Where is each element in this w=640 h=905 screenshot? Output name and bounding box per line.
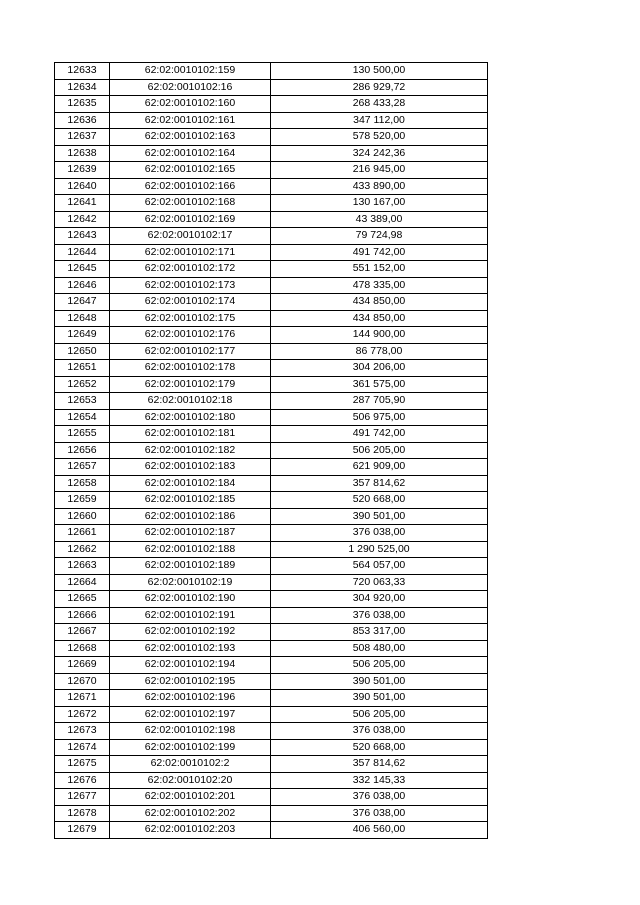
row-number-cell: 12653 [55,393,110,410]
table-row [55,244,488,261]
row-number-cell: 12639 [55,162,110,179]
row-number-cell: 12664 [55,574,110,591]
cadastral-number-cell: 62:02:0010102:177 [110,343,271,360]
cadastral-number-cell: 62:02:0010102:184 [110,475,271,492]
table-row [55,492,488,509]
cadastral-value-cell: 520 668,00 [271,739,488,756]
row-number-cell: 12652 [55,376,110,393]
row-number-cell: 12667 [55,624,110,641]
cadastral-number-cell: 62:02:0010102:180 [110,409,271,426]
cadastral-value-cell: 357 814,62 [271,475,488,492]
cadastral-number-cell: 62:02:0010102:176 [110,327,271,344]
row-number-cell: 12659 [55,492,110,509]
row-number-cell: 12657 [55,459,110,476]
cadastral-number-cell: 62:02:0010102:20 [110,772,271,789]
table-row [55,63,488,80]
table-row [55,294,488,311]
table-row [55,591,488,608]
cadastral-value-cell: 144 900,00 [271,327,488,344]
row-number-cell: 12675 [55,756,110,773]
cadastral-number-cell: 62:02:0010102:192 [110,624,271,641]
table-row [55,228,488,245]
cadastral-number-cell: 62:02:0010102:194 [110,657,271,674]
cadastral-value-cell: 286 929,72 [271,79,488,96]
row-number-cell: 12651 [55,360,110,377]
cadastral-number-cell: 62:02:0010102:17 [110,228,271,245]
table-row [55,360,488,377]
cadastral-number-cell: 62:02:0010102:2 [110,756,271,773]
cadastral-number-cell: 62:02:0010102:183 [110,459,271,476]
table-row [55,129,488,146]
cadastral-value-cell: 86 778,00 [271,343,488,360]
row-number-cell: 12665 [55,591,110,608]
cadastral-value-cell: 304 206,00 [271,360,488,377]
row-number-cell: 12650 [55,343,110,360]
table-row [55,690,488,707]
cadastral-number-cell: 62:02:0010102:16 [110,79,271,96]
table-row [55,558,488,575]
row-number-cell: 12646 [55,277,110,294]
table-row [55,79,488,96]
cadastral-value-cell: 287 705,90 [271,393,488,410]
cadastral-number-cell: 62:02:0010102:198 [110,723,271,740]
row-number-cell: 12661 [55,525,110,542]
row-number-cell: 12666 [55,607,110,624]
cadastre-table [54,62,488,839]
cadastral-number-cell: 62:02:0010102:186 [110,508,271,525]
cadastral-value-cell: 853 317,00 [271,624,488,641]
cadastral-number-cell: 62:02:0010102:203 [110,822,271,839]
cadastral-number-cell: 62:02:0010102:197 [110,706,271,723]
cadastral-value-cell: 43 389,00 [271,211,488,228]
table-row [55,277,488,294]
cadastral-number-cell: 62:02:0010102:196 [110,690,271,707]
cadastral-value-cell: 551 152,00 [271,261,488,278]
table-row [55,426,488,443]
cadastral-number-cell: 62:02:0010102:174 [110,294,271,311]
cadastral-number-cell: 62:02:0010102:19 [110,574,271,591]
row-number-cell: 12647 [55,294,110,311]
cadastral-number-cell: 62:02:0010102:201 [110,789,271,806]
cadastral-value-cell: 304 920,00 [271,591,488,608]
cadastral-value-cell: 508 480,00 [271,640,488,657]
cadastral-value-cell: 564 057,00 [271,558,488,575]
cadastral-number-cell: 62:02:0010102:159 [110,63,271,80]
row-number-cell: 12671 [55,690,110,707]
table-row [55,723,488,740]
row-number-cell: 12655 [55,426,110,443]
table-row [55,112,488,129]
table-row [55,624,488,641]
row-number-cell: 12674 [55,739,110,756]
cadastral-value-cell: 376 038,00 [271,607,488,624]
cadastral-value-cell: 434 850,00 [271,294,488,311]
table-row [55,739,488,756]
cadastral-value-cell: 621 909,00 [271,459,488,476]
row-number-cell: 12673 [55,723,110,740]
table-row [55,673,488,690]
table-row [55,657,488,674]
row-number-cell: 12637 [55,129,110,146]
cadastral-number-cell: 62:02:0010102:178 [110,360,271,377]
row-number-cell: 12663 [55,558,110,575]
cadastral-value-cell: 376 038,00 [271,525,488,542]
table-row [55,459,488,476]
cadastral-value-cell: 720 063,33 [271,574,488,591]
row-number-cell: 12672 [55,706,110,723]
cadastral-number-cell: 62:02:0010102:165 [110,162,271,179]
row-number-cell: 12679 [55,822,110,839]
cadastral-number-cell: 62:02:0010102:193 [110,640,271,657]
cadastral-number-cell: 62:02:0010102:164 [110,145,271,162]
table-row [55,525,488,542]
cadastral-value-cell: 406 560,00 [271,822,488,839]
table-row [55,310,488,327]
cadastral-value-cell: 324 242,36 [271,145,488,162]
cadastral-number-cell: 62:02:0010102:161 [110,112,271,129]
table-row [55,195,488,212]
row-number-cell: 12636 [55,112,110,129]
cadastral-number-cell: 62:02:0010102:199 [110,739,271,756]
row-number-cell: 12669 [55,657,110,674]
cadastral-number-cell: 62:02:0010102:169 [110,211,271,228]
cadastral-number-cell: 62:02:0010102:168 [110,195,271,212]
cadastral-number-cell: 62:02:0010102:187 [110,525,271,542]
cadastral-value-cell: 268 433,28 [271,96,488,113]
cadastral-number-cell: 62:02:0010102:191 [110,607,271,624]
row-number-cell: 12662 [55,541,110,558]
cadastral-value-cell: 130 167,00 [271,195,488,212]
cadastral-number-cell: 62:02:0010102:202 [110,805,271,822]
table-row [55,574,488,591]
row-number-cell: 12668 [55,640,110,657]
table-row [55,789,488,806]
cadastral-value-cell: 390 501,00 [271,673,488,690]
row-number-cell: 12643 [55,228,110,245]
cadastral-value-cell: 79 724,98 [271,228,488,245]
row-number-cell: 12656 [55,442,110,459]
cadastral-value-cell: 130 500,00 [271,63,488,80]
cadastral-number-cell: 62:02:0010102:179 [110,376,271,393]
cadastral-number-cell: 62:02:0010102:173 [110,277,271,294]
cadastral-value-cell: 216 945,00 [271,162,488,179]
cadastral-value-cell: 1 290 525,00 [271,541,488,558]
cadastral-number-cell: 62:02:0010102:160 [110,96,271,113]
row-number-cell: 12634 [55,79,110,96]
cadastral-value-cell: 506 975,00 [271,409,488,426]
cadastral-number-cell: 62:02:0010102:190 [110,591,271,608]
cadastral-number-cell: 62:02:0010102:172 [110,261,271,278]
row-number-cell: 12641 [55,195,110,212]
cadastral-number-cell: 62:02:0010102:189 [110,558,271,575]
cadastral-number-cell: 62:02:0010102:195 [110,673,271,690]
cadastral-value-cell: 390 501,00 [271,508,488,525]
table-row [55,541,488,558]
cadastral-value-cell: 578 520,00 [271,129,488,146]
cadastral-value-cell: 434 850,00 [271,310,488,327]
table-body [55,63,488,839]
cadastral-value-cell: 376 038,00 [271,805,488,822]
cadastral-number-cell: 62:02:0010102:182 [110,442,271,459]
cadastral-value-cell: 376 038,00 [271,723,488,740]
row-number-cell: 12644 [55,244,110,261]
row-number-cell: 12635 [55,96,110,113]
cadastral-number-cell: 62:02:0010102:185 [110,492,271,509]
row-number-cell: 12676 [55,772,110,789]
table-row [55,162,488,179]
table-row [55,706,488,723]
table-row [55,772,488,789]
cadastral-number-cell: 62:02:0010102:166 [110,178,271,195]
table-row [55,96,488,113]
row-number-cell: 12648 [55,310,110,327]
table-row [55,607,488,624]
table-row [55,261,488,278]
table-row [55,508,488,525]
cadastral-value-cell: 390 501,00 [271,690,488,707]
cadastral-value-cell: 506 205,00 [271,657,488,674]
cadastral-value-cell: 506 205,00 [271,442,488,459]
table-row [55,475,488,492]
table-row [55,376,488,393]
table-row [55,393,488,410]
row-number-cell: 12633 [55,63,110,80]
table-row [55,442,488,459]
cadastral-value-cell: 478 335,00 [271,277,488,294]
table-row [55,822,488,839]
cadastral-value-cell: 491 742,00 [271,426,488,443]
row-number-cell: 12658 [55,475,110,492]
table-row [55,409,488,426]
cadastral-value-cell: 506 205,00 [271,706,488,723]
row-number-cell: 12642 [55,211,110,228]
cadastral-number-cell: 62:02:0010102:18 [110,393,271,410]
cadastral-value-cell: 332 145,33 [271,772,488,789]
cadastral-value-cell: 433 890,00 [271,178,488,195]
table-row [55,805,488,822]
row-number-cell: 12649 [55,327,110,344]
cadastral-value-cell: 361 575,00 [271,376,488,393]
cadastral-value-cell: 491 742,00 [271,244,488,261]
row-number-cell: 12660 [55,508,110,525]
row-number-cell: 12677 [55,789,110,806]
table-row [55,640,488,657]
cadastral-number-cell: 62:02:0010102:181 [110,426,271,443]
table-row [55,756,488,773]
cadastral-number-cell: 62:02:0010102:171 [110,244,271,261]
table-row [55,327,488,344]
row-number-cell: 12678 [55,805,110,822]
cadastral-number-cell: 62:02:0010102:175 [110,310,271,327]
row-number-cell: 12670 [55,673,110,690]
table-row [55,211,488,228]
cadastral-number-cell: 62:02:0010102:188 [110,541,271,558]
row-number-cell: 12645 [55,261,110,278]
row-number-cell: 12654 [55,409,110,426]
cadastral-number-cell: 62:02:0010102:163 [110,129,271,146]
cadastral-value-cell: 376 038,00 [271,789,488,806]
row-number-cell: 12638 [55,145,110,162]
cadastral-value-cell: 520 668,00 [271,492,488,509]
cadastral-value-cell: 347 112,00 [271,112,488,129]
table-row [55,145,488,162]
table-row [55,178,488,195]
row-number-cell: 12640 [55,178,110,195]
table-row [55,343,488,360]
cadastral-value-cell: 357 814,62 [271,756,488,773]
